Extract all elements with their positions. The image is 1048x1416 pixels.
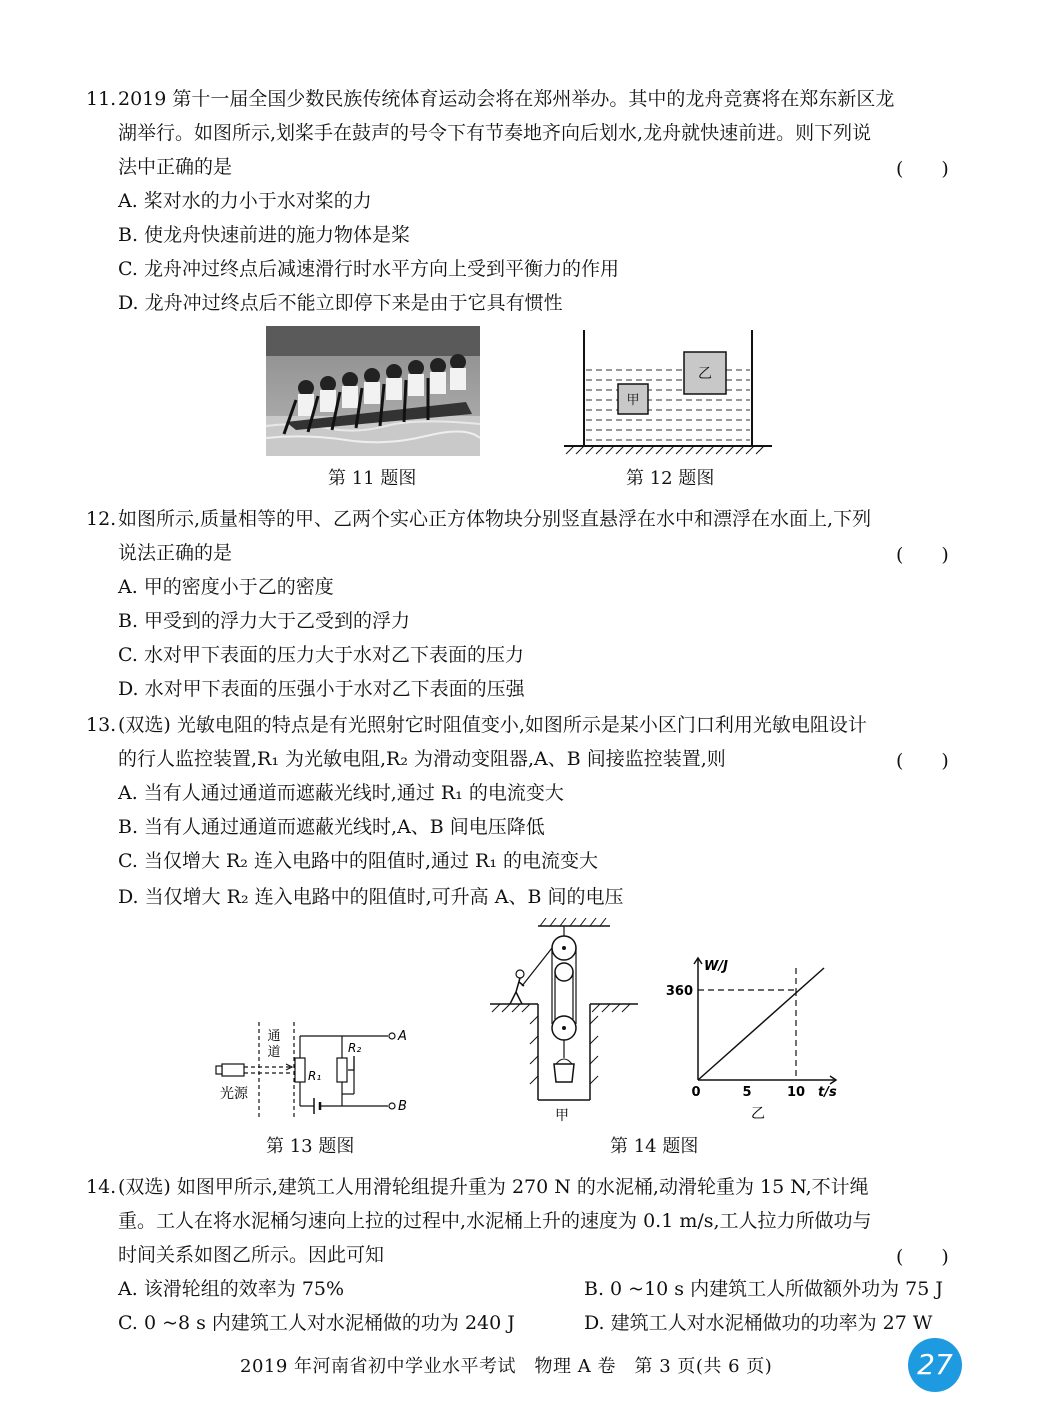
x-tick-0: 0 bbox=[691, 1085, 701, 1100]
channel-label-1: 通 bbox=[267, 1029, 281, 1044]
q12-option-c: C. 水对甲下表面的压力大于水对乙下表面的压力 bbox=[118, 644, 524, 666]
figure-12-caption: 第 12 题图 bbox=[626, 468, 715, 489]
q11-answer-paren: ( ) bbox=[896, 158, 949, 180]
q14-option-b: B. 0 ~10 s 内建筑工人所做额外功为 75 J bbox=[584, 1278, 943, 1300]
q14-stem-line-3: 时间关系如图乙所示。因此可知 bbox=[118, 1244, 385, 1266]
q14-number: 14. bbox=[86, 1176, 117, 1198]
r2-label: R₂ bbox=[348, 1041, 362, 1055]
channel-label-2: 道 bbox=[267, 1045, 281, 1060]
q14-option-d: D. 建筑工人对水泥桶做功的功率为 27 W bbox=[584, 1312, 933, 1334]
terminal-b-label: B bbox=[398, 1099, 407, 1114]
terminal-b bbox=[389, 1103, 395, 1109]
q13-answer-paren: ( ) bbox=[896, 750, 949, 772]
worker-icon bbox=[516, 970, 524, 978]
q11-stem-line-3: 法中正确的是 bbox=[118, 156, 233, 178]
r1-label: R₁ bbox=[308, 1069, 322, 1083]
q11-option-a: A. 桨对水的力小于水对桨的力 bbox=[118, 190, 372, 212]
q13-stem-line-2: 的行人监控装置,R₁ 为光敏电阻,R₂ 为滑动变阻器,A、B 间接监控装置,则 bbox=[118, 748, 726, 770]
figure-11-caption: 第 11 题图 bbox=[328, 468, 417, 489]
q12-stem-line-2: 说法正确的是 bbox=[118, 542, 233, 564]
figure-14-graph bbox=[660, 952, 850, 1122]
q14-stem-line-2: 重。工人在将水泥桶匀速向上拉的过程中,水泥桶上升的速度为 0.1 m/s,工人拉力所做功与 bbox=[118, 1210, 872, 1232]
q12-number: 12. bbox=[86, 508, 117, 530]
x-axis-label: t/s bbox=[818, 1085, 837, 1100]
work-time-line bbox=[698, 968, 824, 1080]
figure-14-caption: 第 14 题图 bbox=[610, 1136, 699, 1157]
pulley-figure-label: 甲 bbox=[555, 1108, 569, 1124]
q11-number: 11. bbox=[86, 88, 117, 110]
q11-stem-line-2: 湖举行。如图所示,划桨手在鼓声的号令下有节奏地齐向后划水,龙舟就快速前进。则下列说 bbox=[118, 122, 872, 144]
graph-figure-label: 乙 bbox=[751, 1106, 765, 1122]
q11-option-d: D. 龙舟冲过终点后不能立即停下来是由于它具有惯性 bbox=[118, 292, 563, 314]
figure-13-caption: 第 13 题图 bbox=[266, 1136, 355, 1157]
y-tick-360: 360 bbox=[665, 984, 693, 999]
q13-option-a: A. 当有人通过通道而遮蔽光线时,通过 R₁ 的电流变大 bbox=[118, 782, 564, 804]
page-footer: 2019 年河南省初中学业水平考试 物理 A 卷 第 3 页(共 6 页) bbox=[240, 1356, 773, 1377]
photoresistor-r1 bbox=[295, 1058, 305, 1082]
block-jia-label: 甲 bbox=[626, 393, 640, 408]
q11-option-c: C. 龙舟冲过终点后减速滑行时水平方向上受到平衡力的作用 bbox=[118, 258, 619, 280]
q14-option-c: C. 0 ~8 s 内建筑工人对水泥桶做的功为 240 J bbox=[118, 1312, 515, 1334]
q12-option-a: A. 甲的密度小于乙的密度 bbox=[118, 576, 334, 598]
q13-number: 13. bbox=[86, 714, 117, 736]
x-tick-5: 5 bbox=[742, 1085, 752, 1100]
light-source-icon bbox=[222, 1064, 244, 1076]
q12-option-b: B. 甲受到的浮力大于乙受到的浮力 bbox=[118, 610, 411, 632]
y-axis-label: W/J bbox=[704, 959, 728, 974]
q11-option-b: B. 使龙舟快速前进的施力物体是桨 bbox=[118, 224, 411, 246]
q12-stem-line-1: 如图所示,质量相等的甲、乙两个实心正方体物块分别竖直悬浮在水中和漂浮在水面上,下列 bbox=[118, 508, 872, 530]
figure-14-pulley bbox=[488, 924, 648, 1124]
dragon-boat-photo bbox=[266, 326, 480, 456]
page-number-badge: 27 bbox=[908, 1338, 962, 1392]
figure-13-circuit bbox=[214, 1020, 414, 1120]
q12-option-d: D. 水对甲下表面的压强小于水对乙下表面的压强 bbox=[118, 678, 525, 700]
q14-answer-paren: ( ) bbox=[896, 1246, 949, 1268]
x-tick-10: 10 bbox=[786, 1085, 806, 1100]
q14-option-a: A. 该滑轮组的效率为 75% bbox=[118, 1278, 345, 1300]
q11-stem-line-1: 2019 第十一届全国少数民族传统体育运动会将在郑州举办。其中的龙舟竞赛将在郑东新区龙 bbox=[118, 88, 895, 110]
q13-option-d: D. 当仅增大 R₂ 连入电路中的阻值时,可升高 A、B 间的电压 bbox=[118, 886, 624, 908]
q12-answer-paren: ( ) bbox=[896, 544, 949, 566]
figure-12-container bbox=[560, 330, 790, 460]
terminal-a bbox=[389, 1033, 395, 1039]
cement-bucket-icon bbox=[554, 1064, 574, 1082]
rheostat-r2 bbox=[337, 1058, 347, 1082]
block-yi-label: 乙 bbox=[698, 366, 712, 382]
q13-option-c: C. 当仅增大 R₂ 连入电路中的阻值时,通过 R₁ 的电流变大 bbox=[118, 850, 598, 872]
q13-option-b: B. 当有人通过通道而遮蔽光线时,A、B 间电压降低 bbox=[118, 816, 545, 838]
q13-stem-line-1: (双选) 光敏电阻的特点是有光照射它时阻值变小,如图所示是某小区门口利用光敏电阻设计 bbox=[118, 714, 867, 736]
terminal-a-label: A bbox=[398, 1029, 407, 1044]
q14-stem-line-1: (双选) 如图甲所示,建筑工人用滑轮组提升重为 270 N 的水泥桶,动滑轮重为 15 N,不计绳 bbox=[118, 1176, 869, 1198]
light-source-label: 光源 bbox=[220, 1086, 248, 1102]
